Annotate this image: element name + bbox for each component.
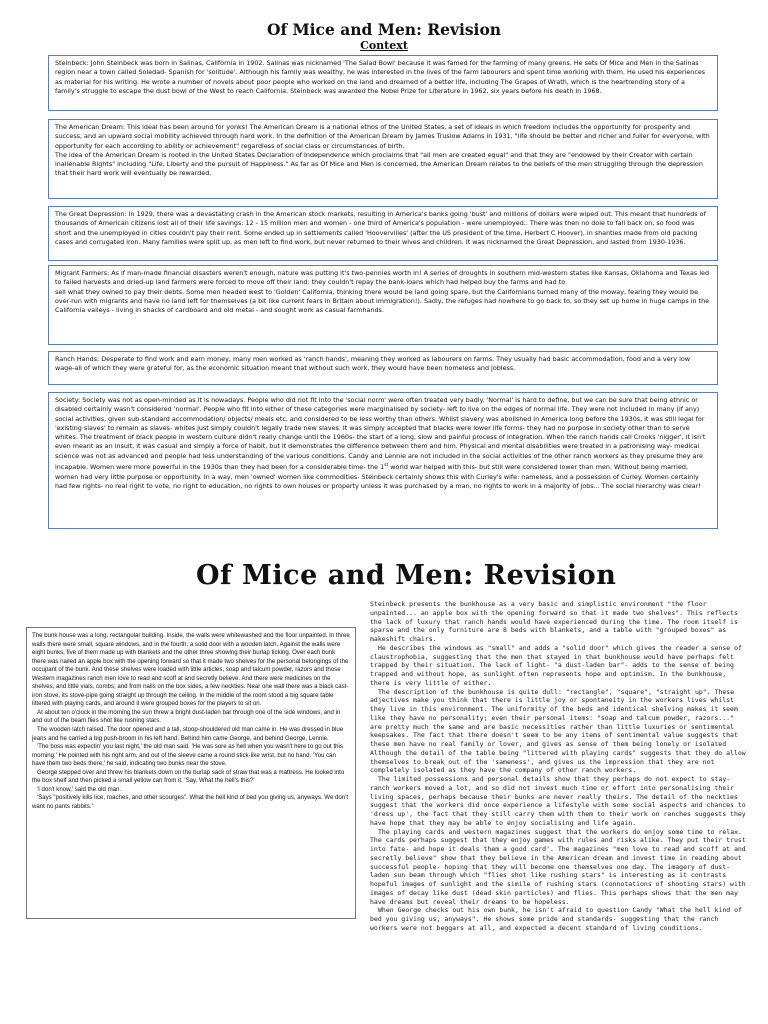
extract-paragraph: 'I don't know,' said the old man. (37, 785, 122, 793)
extract-paragraph: 'The boss was expectin' you last night,' the old man said. 'He was sore as hell when you wasn't here to go out this morning.' He pointed with his right arm, and out of the sleeve came a round stick-like wrist, but no hand. 'You can have them two beds there,' he said, indicating two bunks near the stove. (32, 743, 343, 768)
box-text: The Great Depression: In 1929, there was a devastating crash in the American stock markets, resulting in America's banks going 'bust' and millions of dollars were wiped out. This meant that hundreds of thousands of American citizens lost all of their life savings: 12 - 15 million men and women - one third of America's population - were unemployed.. There was then no dole to fall back on, so food was short and the unemployed in cities couldn't pay their rent. Some ended up in settlements called 'Hoovervilles' (after the US president of the time, Herbert C Hoover), in shanties made from old packing cases and corrugated iron. Many families were split up, as men left to find work, but never returned to their wives and children. It was nicknamed the Great Depression, and lasted from 1930-1936. (55, 210, 706, 246)
bunkhouse-analysis (370, 600, 748, 1024)
analysis-paragraph: The playing cards and western magazines suggest that the workers do enjoy some time to relax. The cards perhaps suggest that they enjoy games with rules and risks alike. They put their trust into fate- and hope it deals them a good card'. The magazines "men love to read and scoff at and secretly believe" show that they believe in the American dream and invest time in reading about successful people- hoping that they will become one themselves one day. The imagery of dust-laden sun beam through which "flies shot like rushing stars" is interesting as it contrasts hopeful images of sunlight and the simile of rushing stars (connotations of shooting stars) with images of decay like dust (dead skin particles) and flies. This perhaps shows that the men may have dreams but reveal their dreams to be hopeless. (370, 827, 746, 906)
analysis-paragraph: The limited possessions and personal details show that they perhaps do not expect to stay- ranch workers moved a lot, and so did not invest much time or effort into personalising their living spaces, perhaps because their bunks are never really theirs. The detail of the neckties suggest that the workers did once experience a lifestyle with some social aspects and chances to 'dress up', the fact that they still carry them with them to their work on ranches suggests they have hope that they may be able to enjoy socialising and life again. (370, 775, 746, 827)
box-text: The idea of the American Dream is rooted in the United States Declaration of Independence which proclaims that "all men are created equal" and that they are "endowed by their Creator with certain inalienable Rights" including "Life, Liberty and the pursuit of Happiness." As far as Of Mice and Men is concerned, the American Dream relates to the beliefs of the men struggling through the depression that their hard work will eventually be rewarded. (55, 150, 703, 178)
extract-paragraph: At about ten o'clock in the morning the sun threw a bright dust-laden bar through one of the side windows, and in and out of the beam flies shot like rushing stars. (32, 708, 341, 725)
context-box-ranch-hands (48, 351, 718, 385)
ordinal-suffix: st (384, 463, 389, 469)
analysis-paragraph: When George checks out his own bunk, he isn't afraid to question Candy "What the hell kind of bed you giving us, anyways". He shows some pride and standards- suggesting that the ranch workers were not beggars at all, and expected a decent standard of living conditions. (370, 906, 742, 932)
bunkhouse-sheet-title: Of Mice and Men: Revision (196, 560, 617, 591)
sheet-subtitle: Context (360, 39, 408, 52)
novel-extract (26, 627, 356, 919)
society-text-a: Society: Society was not as open-minded as it is nowadays. People who did not fit into the 'social norm' were often treated very badly. 'Normal' is hard to define, but we can be sure that being ethnic or disabled certainly wasn't considered 'normal'. People who fit into either of these categories were marginalised by society- left to live on the edges of normal life. They were not included in many (if any) social activities, given sub-standard accommodation/ objects/ meals etc, and considered to be less worthy than others. Whilst slavery was abolished in America long before the 1930s, it was still legal for 'existing slaves' to remain as slaves- whites just simply couldn't legally trade new slaves. It was simply accepted that blacks were lower life forms- they had no purpose in society other than to serve whites. The treatment of black people in western culture didn't really change until the 1960s- the start of a long, slow and painful process of integration. When the ranch hands call Crooks 'nigger', it isn't even meant as an insult, it was casual and simply a force of habit, but it demonstrates the difference between them and him. Physical and mental disabilities were treated in a patronising way- medical science was not as advanced and people had less understanding of the various conditions. Candy and Lennie are not included in the social activities of the other ranch workers as they presume they are incapable. Women were more powerful in the 1930s than they had been for a considerable time- the 1 (55, 396, 706, 472)
society-text-b: world war helped with this- but still were considered lower than men. Without being married, women had very little purpose or opportunity. In a way, men 'owned' women like commodities- Steinbeck certainly shows this with Curley's wife: nameless, and a possession of Curley. Women certainly had few rights- no real right to vote, no right to education, no rights to own houses or property unless it was purchased by a man, no rights to work in a majority of jobs... The social hierarchy was clear! (55, 463, 701, 490)
extract-paragraph: The bunk house was a long, rectangular building. Inside, the walls were whitewashed and the floor unpainted. In three walls there were small, square windows, and in the fourth, a solid door with a wooden latch. Against the walls were eight bunks, five of them made up with blankets and the other three showing their burlap ticking. Over each bunk there was nailed an apple box with the opening forward so that it made two shelves for the personal belongings of the occupant of the bunk. And these shelves were loaded with little articles, soap and talcum powder, razors and those Western magazines ranch men love to read and scoff at and secretly believe. And there were medicines on the shelves, and little vials, combs; and from nails on the box sides, a few neckties. Near one wall there was a black cast-iron stove, its stove-pipe going straight up through the ceiling. In the middle of the room stood a big square table littered with playing cards, and around it were grouped boxes for the players to sit on. (32, 632, 350, 708)
box-text: Migrant Farmers: As if man-made financial disasters weren't enough, nature was putting it's two-pennies worth in! A series of droughts in southern mid-western states like Kansas, Oklahoma and Texas led to failed harvests and dried-up land farmers were forced to move off their land: they couldn't repay the bank-loans which had helped buy the farms and had to (55, 269, 709, 287)
context-box-american-dream (48, 119, 718, 199)
sheet-title: Of Mice and Men: Revision (266, 20, 502, 39)
analysis-paragraph: He describes the windows as "small" and adds a "solid door" which gives the reader a sense of claustrophobia, suggesting that the men that stayed in that bunkhouse would have perhaps felt trapped by their situation. The lack of light- "a dust-laden bar"- adds to the sense of being trapped and without hope, as sunlight often represents hope and optimism. In the bunkhouse, there is very little of either. (370, 643, 742, 687)
analysis-paragraph: Steinbeck presents the bunkhouse as a very basic and simplistic environment "the floor unpainted... an apple box with the opening forward so that it made two shelves". This reflects the lack of luxury that ranch hands would have experienced during the time. The room itself is sparse and the only furniture are 8 beds with blankets, and a table with "grouped boxes" as makeshift chairs. (370, 600, 738, 643)
context-box-steinbeck (48, 55, 718, 111)
box-text: Ranch Hands: Desperate to find work and earn money, many men worked as 'ranch hands', meaning they worked as labourers on farms. They usually had basic accommodation, food and a very low wage-all of which they were grateful for, as the economic situation meant that without such work, they would have been homeless and jobless. (55, 355, 690, 373)
extract-paragraph: The wooden latch raised. The door opened and a tall, stoop-shouldered old man came in. He was dressed in blue jeans and he carried a big push-broom in his left hand. Behind him came George, and behind George, Lennie. (32, 726, 344, 742)
box-text: sell what they owned to pay their debts. Some men headed west to 'Golden' California, thinking there would be land going spare, but the Californians turned many of the moway, fearing they would be over-run with migrants and have no land left for themselves (a bit like current fears in Britain about immigration!). Sadly, the refuges had nowhere to go back to, so they set up home in huge camps in the California valleys - living in shacks of cardboard and old metal - and sought work as casual farmhands. (55, 287, 710, 315)
extract-paragraph: 'Says "positively kills lice, roaches, and other scourges". What the hell kind of bed you giving us, anyways. We don't want no pants rabbits.' (32, 794, 349, 810)
analysis-paragraph: The description of the bunkhouse is quite dull: "rectangle", "square", "straight up". These adjectives make you think that there is little joy or spontaneity in the workers lives whilst they live in this environment. The uniformity of the beds and identical shelving makes it seem like they have no personality; even their personal items: "soap and talcum powder, razors..." are pretty much the same and are basic necessities rather than little luxuries or sentimental keepsakes. The fact that there doesn't seem to be any items of sentimental value suggests that these men have no real family or lover, and gives as sense of them being lonely or isolated Although the detail of the table being "littered with playing cards" suggests that they do allow themselves to break out of the 'sameness', and gives us the impression that they are not completely isolated as they have the company of other ranch workers. (370, 687, 746, 775)
context-box-migrant-farmers (48, 265, 718, 345)
extract-paragraph: George stepped over and threw his blankets down on the burlap sack of straw that was a mattress. He looked into the box shelf and then picked a small yellow can from it. 'Say. What the hell's this?' (32, 768, 345, 785)
box-text: The American Dream: This ideal has been around for yonks! The American Dream is a national ethos of the United States, a set of ideals in which freedom includes the opportunity for prosperity and success, and an upward social mobility achieved through hard work. In the definition of the American Dream by James Truslow Adams in 1931, "life should be better and richer and fuller for everyone, with opportunity for each according to ability or achievement" regardless of social class or circumstances of birth. (55, 123, 710, 150)
context-box-great-depression (48, 206, 718, 261)
context-box-society (48, 392, 718, 529)
box-text: Steinbeck: John Steinbeck was born in Salinas, California in 1902. Salinas was nicknamed 'The Salad Bowl' because it was famed for the farming of many greens. He sets Of Mice and Men in the Salinas region near a town called Soledad- Spanish for 'solitude'. Although his family was wealthy, he was interested in the lives of the farm labourers and spent time working with them. He used his experiences as material for his writing. He wrote a number of novels about poor people who worked on the land and dreamed of a better life, including The Grapes of Wrath, which is the heartrending story of a family's struggle to escape the dust bowl of the West to reach California. Steinbeck was awarded the Nobel Prize for Literature in 1962, six years before his death in 1968. (55, 59, 706, 95)
box-text (55, 396, 711, 491)
